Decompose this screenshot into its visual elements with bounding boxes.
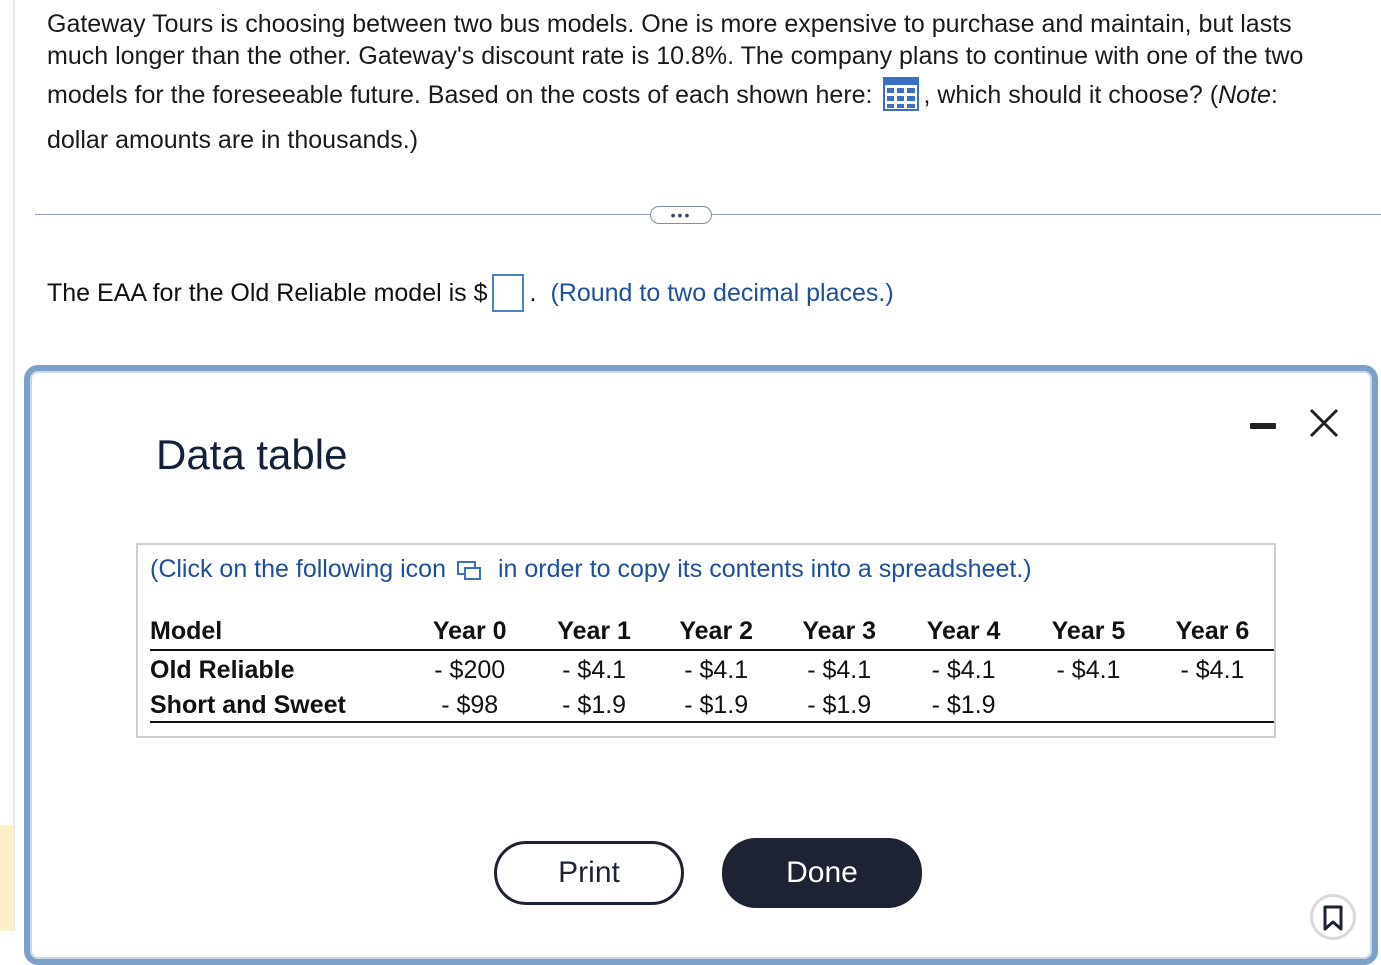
bus-costs-table [150, 615, 1274, 723]
table-cell: - $1.9 [901, 686, 1026, 722]
column-header: Year 0 [406, 615, 533, 650]
column-header: Year 3 [777, 615, 901, 650]
copy-hint-start: (Click on the following icon [150, 555, 446, 583]
minimize-button[interactable] [1250, 423, 1276, 429]
dialog-title: Data table [156, 431, 348, 478]
table-cell: - $4.1 [1056, 656, 1121, 684]
table-cell: Short and Sweet [150, 686, 406, 722]
table-cell [1151, 686, 1274, 722]
table-row [150, 686, 1274, 722]
bookmark-button[interactable] [1310, 894, 1356, 940]
question-line-4: dollar amounts are in thousands.) [47, 126, 419, 154]
round-hint: (Round to two decimal places.) [550, 278, 894, 307]
left-edge-rule [13, 0, 15, 931]
copy-hint-end: in order to copy its contents into a spreadsheet.) [497, 555, 1032, 583]
print-button[interactable]: Print [494, 841, 684, 905]
left-side-tab[interactable] [0, 825, 14, 931]
close-icon[interactable] [1306, 405, 1342, 441]
note-label: Note [1218, 81, 1271, 109]
data-table-dialog [24, 365, 1378, 965]
column-header: Year 4 [901, 615, 1026, 650]
data-table-icon[interactable] [883, 77, 919, 111]
table-cell [1026, 686, 1151, 722]
table-cell: - $4.1 [931, 656, 996, 684]
table-cell: - $4.1 [562, 656, 627, 684]
column-header: Year 5 [1026, 615, 1151, 650]
table-cell: - $4.1 [1180, 656, 1245, 684]
column-header: Year 2 [655, 615, 777, 650]
column-header: Model [150, 615, 406, 650]
question-text [47, 8, 1367, 162]
table-row [150, 650, 1274, 686]
question-line-3-end: : [1270, 81, 1278, 109]
eaa-prompt: The EAA for the Old Reliable model is $ [47, 278, 488, 307]
column-header: Year 6 [1151, 615, 1274, 650]
table-cell: Old Reliable [150, 656, 295, 684]
table-cell: - $4.1 [807, 656, 872, 684]
question-line-1: Gateway Tours is choosing between two bus models. One is more expensive to purchase and maintain, but lasts [47, 10, 1292, 38]
data-table-container [136, 543, 1276, 738]
eaa-period: . [529, 278, 537, 307]
table-cell: - $1.9 [655, 686, 777, 722]
table-cell: - $1.9 [533, 686, 655, 722]
done-button[interactable]: Done [722, 838, 922, 908]
question-line-3 [47, 72, 1367, 118]
table-cell: - $4.1 [684, 656, 749, 684]
copy-to-spreadsheet-icon[interactable] [456, 559, 482, 581]
question-line-2: much longer than the other. Gateway's discount rate is 10.8%. The company plans to continue with one of the two [47, 42, 1304, 70]
eaa-question [47, 274, 894, 312]
expand-more-button[interactable]: ••• [650, 206, 712, 224]
column-header: Year 1 [533, 615, 655, 650]
question-line-3-mid: , which should it choose? ( [923, 81, 1219, 109]
table-cell: - $200 [434, 656, 506, 684]
table-cell: - $98 [406, 686, 533, 722]
table-cell: - $1.9 [777, 686, 901, 722]
question-line-3-start: models for the foreseeable future. Based on the costs of each shown here: [47, 81, 873, 109]
copy-hint [150, 555, 1032, 584]
table-header-row [150, 615, 1274, 650]
bookmark-icon [1322, 905, 1344, 931]
eaa-answer-input[interactable] [492, 274, 524, 312]
